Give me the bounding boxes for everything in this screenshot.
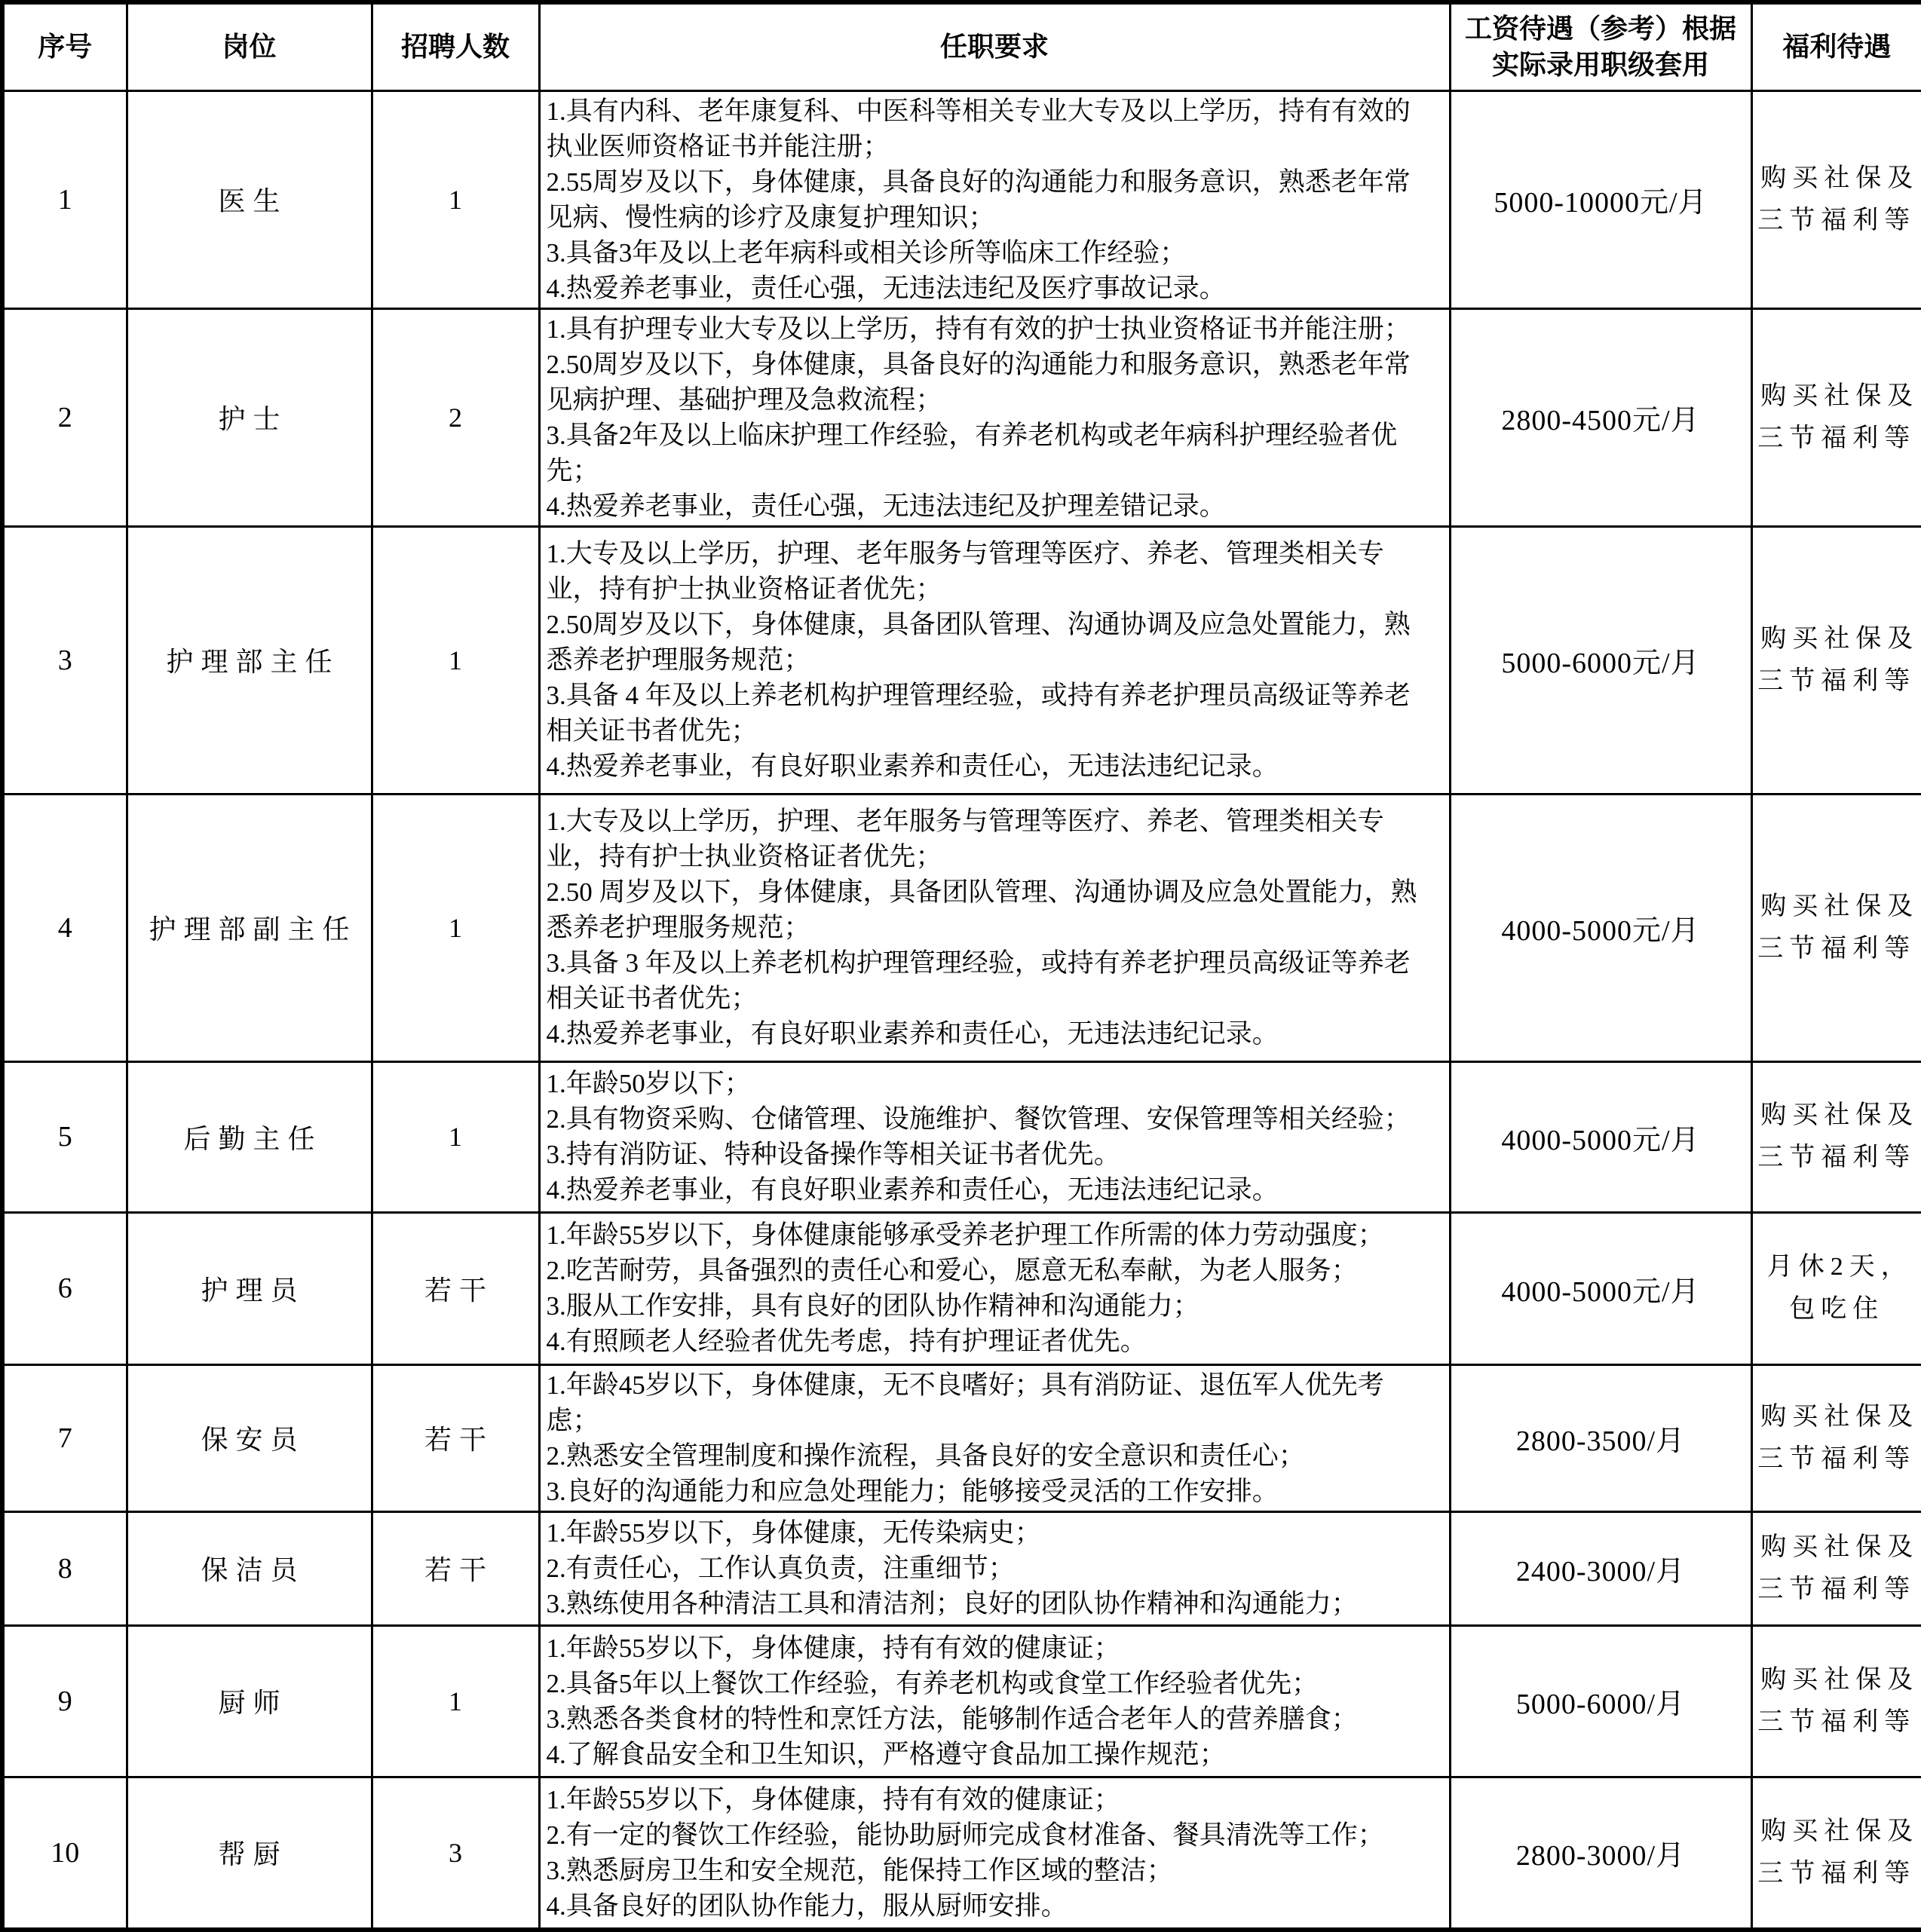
requirement-item: 4.具备良好的团队协作能力，服从厨师安排。: [546, 1891, 1068, 1921]
cell-serial-number: 6: [2, 1212, 127, 1364]
column-header-salary: 工资待遇（参考）根据实际录用职级套用: [1450, 2, 1751, 90]
cell-position: 医生: [127, 90, 372, 308]
cell-headcount: 若干: [372, 1364, 539, 1511]
table-row: [2, 1777, 1921, 1930]
table-row: [2, 90, 1921, 308]
cell-requirements: [539, 90, 1450, 308]
requirement-item: 1.年龄55岁以下，身体健康，无传染病史；: [546, 1518, 1041, 1548]
cell-headcount: 1: [372, 794, 539, 1061]
requirement-item: 3.具备3年及以上老年病科或相关诊所等临床工作经验；: [546, 237, 1187, 268]
requirement-item: 3.良好的沟通能力和应急处理能力；能够接受灵活的工作安排。: [546, 1476, 1279, 1506]
requirement-item: 4.热爱养老事业，责任心强，无违法违纪及医疗事故记录。: [546, 273, 1226, 303]
cell-requirements: [539, 794, 1450, 1061]
cell-salary: 4000-5000元/月: [1450, 1212, 1751, 1364]
requirement-item: 2.有一定的餐饮工作经验，能协助厨师完成食材准备、餐具清洗等工作；: [546, 1820, 1384, 1850]
requirement-item: 3.熟悉各类食材的特性和烹饪方法，能够制作适合老年人的营养膳食；: [546, 1704, 1358, 1734]
requirement-item: 3.持有消防证、特种设备操作等相关证书者优先。: [546, 1140, 1120, 1169]
table-header: [2, 2, 1921, 90]
cell-serial-number: 1: [2, 90, 127, 308]
cell-serial-number: 10: [2, 1777, 127, 1930]
cell-salary: 4000-5000元/月: [1450, 794, 1751, 1061]
requirement-item: 3.服从工作安排，具有良好的团队协作精神和沟通能力；: [546, 1291, 1199, 1321]
cell-salary: 2400-3000/月: [1450, 1511, 1751, 1625]
requirement-item: 1.年龄50岁以下；: [546, 1069, 751, 1098]
cell-salary: 2800-4500元/月: [1450, 308, 1751, 526]
column-header-requirements: 任职要求: [539, 2, 1450, 90]
cell-requirements: [539, 1364, 1450, 1511]
cell-position: 护士: [127, 308, 372, 526]
requirement-item: 4.热爱养老事业，有良好职业素养和责任心，无违法违纪记录。: [546, 1019, 1279, 1049]
cell-salary: 4000-5000元/月: [1450, 1061, 1751, 1212]
table-row: [2, 526, 1921, 794]
table-row: [2, 1364, 1921, 1511]
cell-serial-number: 7: [2, 1364, 127, 1511]
cell-headcount: 若干: [372, 1212, 539, 1364]
table-row: [2, 1212, 1921, 1364]
requirement-item: 1.具有内科、老年康复科、中医科等相关专业大专及以上学历，持有有效的执业医师资格证书并能注册；: [546, 96, 1411, 161]
cell-position: 保洁员: [127, 1511, 372, 1625]
cell-position: 帮厨: [127, 1777, 372, 1930]
requirement-item: 4.了解食品安全和卫生知识，严格遵守食品加工操作规范；: [546, 1739, 1226, 1769]
table-row: [2, 1511, 1921, 1625]
cell-serial-number: 4: [2, 794, 127, 1061]
cell-headcount: 1: [372, 90, 539, 308]
requirement-item: 2.熟悉安全管理制度和操作流程，具备良好的安全意识和责任心；: [546, 1441, 1305, 1471]
requirement-item: 1.年龄45岁以下，身体健康，无不良嗜好；具有消防证、退伍军人优先考虑；: [546, 1370, 1384, 1435]
cell-salary: 5000-6000元/月: [1450, 526, 1751, 794]
cell-welfare: 购买社保及三节福利等: [1751, 308, 1921, 526]
cell-headcount: 1: [372, 526, 539, 794]
cell-serial-number: 3: [2, 526, 127, 794]
cell-welfare: 购买社保及三节福利等: [1751, 1364, 1921, 1511]
requirement-item: 4.有照顾老人经验者优先考虑，持有护理证者优先。: [546, 1327, 1147, 1356]
table-row: [2, 1061, 1921, 1212]
cell-welfare: 购买社保及三节福利等: [1751, 1777, 1921, 1930]
cell-welfare: 月休2天，包吃住: [1751, 1212, 1921, 1364]
header-row: [2, 2, 1921, 90]
cell-position: 护理部副主任: [127, 794, 372, 1061]
requirement-item: 4.热爱养老事业，有良好职业素养和责任心，无违法违纪记录。: [546, 752, 1279, 781]
requirement-item: 1.年龄55岁以下，身体健康，持有有效的健康证；: [546, 1784, 1120, 1814]
cell-position: 护理部主任: [127, 526, 372, 794]
requirement-item: 3.具备2年及以上临床护理工作经验，有养老机构或老年病科护理经验者优先；: [546, 420, 1398, 485]
cell-welfare: 购买社保及三节福利等: [1751, 1061, 1921, 1212]
requirement-item: 3.具备 4 年及以上养老机构护理管理经验，或持有养老护理员高级证等养老相关证书者优先；: [546, 681, 1411, 746]
requirement-item: 1.大专及以上学历，护理、老年服务与管理等医疗、养老、管理类相关专业，持有护士执业资格证者优先；: [546, 539, 1384, 604]
cell-requirements: [539, 308, 1450, 526]
column-header-position: 岗位: [127, 2, 372, 90]
cell-serial-number: 5: [2, 1061, 127, 1212]
table-body: [2, 90, 1921, 1930]
requirement-item: 1.年龄55岁以下，身体健康能够承受养老护理工作所需的体力劳动强度；: [546, 1220, 1384, 1250]
cell-requirements: [539, 526, 1450, 794]
cell-requirements: [539, 1061, 1450, 1212]
cell-serial-number: 8: [2, 1511, 127, 1625]
requirement-item: 2.有责任心，工作认真负责，注重细节；: [546, 1554, 1015, 1583]
requirement-item: 2.50周岁及以下，身体健康，具备良好的沟通能力和服务意识，熟悉老年常见病护理、基础护理及急救流程；: [546, 349, 1411, 415]
requirement-item: 2.具有物资采购、仓储管理、设施维护、餐饮管理、安保管理等相关经验；: [546, 1104, 1411, 1134]
cell-requirements: [539, 1625, 1450, 1777]
table-row: [2, 308, 1921, 526]
table-row: [2, 794, 1921, 1061]
requirement-item: 4.热爱养老事业，责任心强，无违法违纪及护理差错记录。: [546, 491, 1226, 521]
cell-serial-number: 9: [2, 1625, 127, 1777]
requirement-item: 4.热爱养老事业，有良好职业素养和责任心，无违法违纪记录。: [546, 1175, 1279, 1205]
column-header-index: 序号: [2, 2, 127, 90]
requirement-item: 2.具备5年以上餐饮工作经验，有养老机构或食堂工作经验者优先；: [546, 1668, 1319, 1698]
cell-position: 保安员: [127, 1364, 372, 1511]
cell-position: 厨师: [127, 1625, 372, 1777]
cell-requirements: [539, 1511, 1450, 1625]
cell-headcount: 2: [372, 308, 539, 526]
requirement-item: 3.熟练使用各种清洁工具和清洁剂；良好的团队协作精神和沟通能力；: [546, 1589, 1358, 1618]
cell-salary: 5000-6000/月: [1450, 1625, 1751, 1777]
cell-headcount: 1: [372, 1625, 539, 1777]
requirement-item: 2.50 周岁及以下，身体健康，具备团队管理、沟通协调及应急处置能力，熟悉养老护理服务规范；: [546, 877, 1417, 942]
cell-welfare: 购买社保及三节福利等: [1751, 794, 1921, 1061]
requirement-item: 1.年龄55岁以下，身体健康，持有有效的健康证；: [546, 1633, 1120, 1663]
cell-salary: 5000-10000元/月: [1450, 90, 1751, 308]
cell-position: 后勤主任: [127, 1061, 372, 1212]
cell-requirements: [539, 1212, 1450, 1364]
cell-headcount: 若干: [372, 1511, 539, 1625]
cell-welfare: 购买社保及三节福利等: [1751, 1511, 1921, 1625]
cell-headcount: 3: [372, 1777, 539, 1930]
cell-salary: 2800-3500/月: [1450, 1364, 1751, 1511]
requirement-item: 3.具备 3 年及以上养老机构护理管理经验，或持有养老护理员高级证等养老相关证书者优先；: [546, 948, 1411, 1013]
cell-salary: 2800-3000/月: [1450, 1777, 1751, 1930]
requirement-item: 1.大专及以上学历，护理、老年服务与管理等医疗、养老、管理类相关专业，持有护士执业资格证者优先；: [546, 807, 1384, 871]
requirement-item: 3.熟悉厨房卫生和安全规范，能保持工作区域的整洁；: [546, 1855, 1173, 1885]
requirement-item: 2.55周岁及以下，身体健康，具备良好的沟通能力和服务意识，熟悉老年常见病、慢性病的诊疗及康复护理知识；: [546, 167, 1411, 232]
cell-requirements: [539, 1777, 1450, 1930]
cell-position: 护理员: [127, 1212, 372, 1364]
cell-welfare: 购买社保及三节福利等: [1751, 90, 1921, 308]
cell-welfare: 购买社保及三节福利等: [1751, 1625, 1921, 1777]
column-header-headcount: 招聘人数: [372, 2, 539, 90]
cell-welfare: 购买社保及三节福利等: [1751, 526, 1921, 794]
table-row: [2, 1625, 1921, 1777]
cell-serial-number: 2: [2, 308, 127, 526]
requirement-item: 1.具有护理专业大专及以上学历，持有有效的护士执业资格证书并能注册；: [546, 314, 1411, 344]
requirement-item: 2.50周岁及以下，身体健康，具备团队管理、沟通协调及应急处置能力，熟悉养老护理服务规范；: [546, 610, 1411, 675]
cell-headcount: 1: [372, 1061, 539, 1212]
requirement-item: 2.吃苦耐劳，具备强烈的责任心和爱心，愿意无私奉献，为老人服务；: [546, 1256, 1358, 1285]
column-header-welfare: 福利待遇: [1751, 2, 1921, 90]
